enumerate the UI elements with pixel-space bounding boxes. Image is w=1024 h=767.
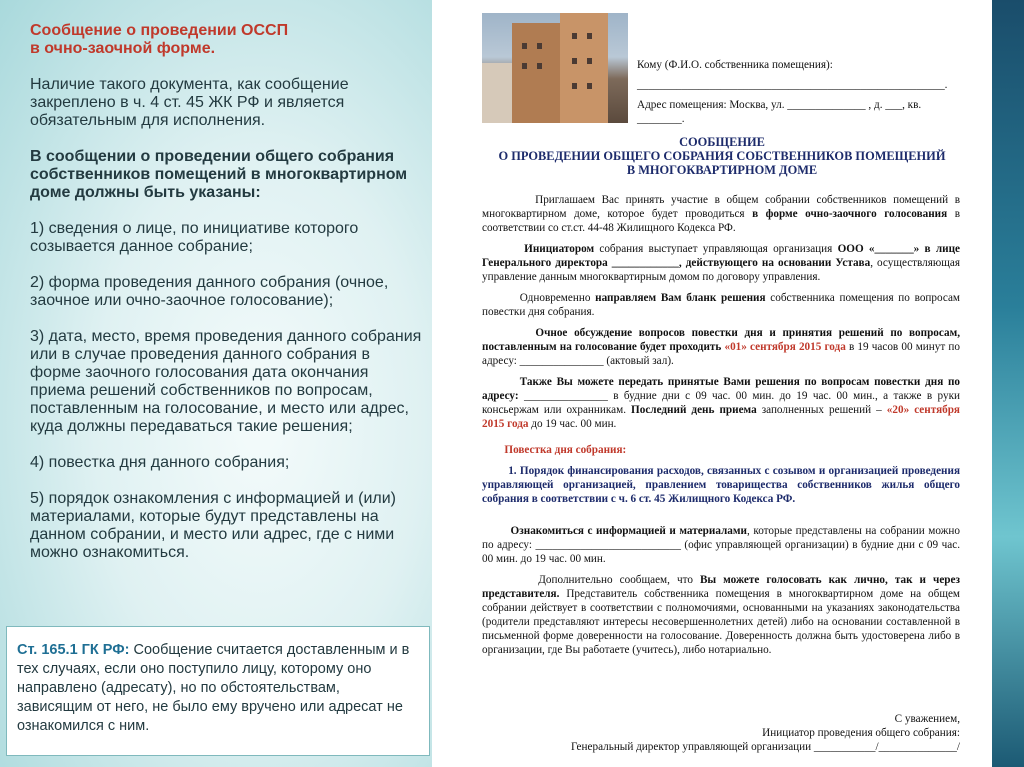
p2b: собрания выступает управляющая организация xyxy=(594,243,838,255)
p5e: «20» сентября 2015 года xyxy=(482,404,960,430)
sign-regards: С уважением, xyxy=(894,713,960,725)
p6b: , которые представлены на собрании можно по адресу: __________________________ (офис управляющей организации) в будние дни с 09 час. 00 мин. до 19 час. 00 мин. xyxy=(482,525,960,565)
left-title-line2: в очно-заочной форме. xyxy=(30,40,216,57)
p2d: , осуществляющая управление данным многоквартирным домом по договору управления. xyxy=(482,257,960,283)
p2a: Инициатором xyxy=(524,243,595,255)
building-tower-right xyxy=(560,13,608,123)
law-note-box xyxy=(6,626,430,756)
signature-block xyxy=(482,712,960,754)
title-line2: О ПРОВЕДЕНИИ ОБЩЕГО СОБРАНИЯ СОБСТВЕННИКОВ ПОМЕЩЕНИЙ xyxy=(498,149,946,163)
building-tower-left xyxy=(512,23,567,123)
window xyxy=(522,43,527,49)
document-body xyxy=(482,193,960,664)
agenda-item-text: 1. Порядок финансирования расходов, связанных с созывом и организацией проведения управляющей организацией, правлением товарищества собственников жилья общего собрания в соответствии с ч. 6 ст. 45 Жилищного Кодекса РФ. xyxy=(482,465,960,505)
p3c: собственника помещения по вопросам повестки дня собрания. xyxy=(482,292,961,318)
agenda-item-1 xyxy=(482,464,960,506)
left-bold-heading: В сообщении о проведении общего собрания собственников помещений в многоквартирном доме должны быть указаны: xyxy=(30,148,408,201)
window xyxy=(587,58,592,64)
law-reference: Ст. 165.1 ГК РФ: xyxy=(17,642,130,658)
window xyxy=(537,43,542,49)
p4b: «01» сентября 2015 года xyxy=(724,341,846,353)
left-text-block xyxy=(30,22,425,580)
p5f: до 19 час. 00 мин. xyxy=(528,418,617,430)
paragraph-submit xyxy=(482,375,960,431)
agenda-heading xyxy=(482,443,960,457)
left-item-5: 5) порядок ознакомления с информацией и (или) материалами, которые будут представлены на данном собрании, и место или адрес, где с ними можно ознакомиться. xyxy=(30,490,396,561)
p4a: Очное обсуждение вопросов повестки дня и принятия решений по вопросам, поставленным на голосование будет проходить xyxy=(482,327,960,353)
left-item-1: 1) сведения о лице, по инициативе которого созывается данное собрание; xyxy=(30,220,359,255)
decorative-strip xyxy=(992,0,1024,767)
p7b: Вы можете голосовать как лично, так и через представителя. xyxy=(482,574,960,600)
p5c: Последний день приема xyxy=(631,404,757,416)
sign-director: Генеральный директор управляющей организации ___________/______________/ xyxy=(570,741,960,753)
recipient-block xyxy=(637,58,948,132)
paragraph-proxy xyxy=(482,573,960,657)
left-item-3: 3) дата, место, время проведения данного собрания или в случае проведения данного собрания в форме заочного голосования дата окончания приема решений собственников по вопросам, поставленным на голосование, и место или адрес, куда должны передаваться такие решения; xyxy=(30,328,422,435)
window xyxy=(572,33,577,39)
left-item-2: 2) форма проведения данного собрания (очное, заочное или очно-заочное голосование); xyxy=(30,274,389,309)
title-line3: В МНОГОКВАРТИРНОМ ДОМЕ xyxy=(626,163,818,177)
window xyxy=(572,83,577,89)
p6a: Ознакомиться с информацией и материалами xyxy=(510,525,747,537)
p1c: в соответствии со ст.ст. 44-48 Жилищного Кодекса РФ. xyxy=(482,208,960,234)
recipient-line: Кому (Ф.И.О. собственника помещения): xyxy=(637,59,833,71)
law-note-text: Сообщение считается доставленным и в тех случаях, если оно поступило лицу, которому оно направлено (адресату), но по обстоятельствам, зависящим от него, не было ему вручено или адресат не ознакомился с ним. xyxy=(17,642,410,734)
window xyxy=(522,63,527,69)
left-intro: Наличие такого документа, как сообщение закреплено в ч. 4 ст. 45 ЖК РФ и является обязательным для исполнения. xyxy=(30,76,349,129)
agenda-heading-text: Повестка дня собрания: xyxy=(504,444,627,456)
p3a: Одновременно xyxy=(519,292,596,304)
paragraph-materials xyxy=(482,524,960,566)
p5b: _______________ в будние дни с 09 час. 00 мин. до 19 час. 00 мин., а также в руки консьержам или охранникам. xyxy=(482,390,960,416)
p3b: направляем Вам бланк решения xyxy=(595,292,766,304)
window xyxy=(587,83,592,89)
left-item-4: 4) повестка дня данного собрания; xyxy=(30,454,290,471)
paragraph-initiator xyxy=(482,242,960,284)
building-photo xyxy=(482,13,628,123)
p7c: Представитель собственника помещения в многоквартирном доме на общем собрании действует в соответствии с полномочиями, основанными на указаниях законодательства (родители представляют интересы несовершеннолетних детей) либо на основании составленной в письменной форме доверенности на голосование. Доверенность должна быть удостоверена либо в организации, где Вы работаете (учитесь), либо нотариально. xyxy=(482,588,960,656)
sign-initiator: Инициатор проведения общего собрания: xyxy=(762,727,960,739)
p1a: Приглашаем Вас принять участие в общем собрании собственников помещений в многоквартирном доме, которое будет проводиться xyxy=(482,194,961,220)
p5a: Также Вы можете передать принятые Вами решения по вопросам повестки дня по адресу: xyxy=(482,376,960,402)
recipient-blank: _______________________________________________________. xyxy=(637,79,948,91)
paragraph-meeting xyxy=(482,326,960,368)
document-title xyxy=(482,135,962,177)
title-line1: СООБЩЕНИЕ xyxy=(679,135,765,149)
address-line: Адрес помещения: Москва, ул. ______________ , д. ___, кв. ________. xyxy=(637,99,922,125)
p1b: в форме очно-заочного голосования xyxy=(752,208,948,220)
paragraph-invitation xyxy=(482,193,960,235)
left-title-line1: Сообщение о проведении ОССП xyxy=(30,22,289,39)
window xyxy=(587,33,592,39)
left-title xyxy=(30,22,425,58)
window xyxy=(572,58,577,64)
p4c: в 19 часов 00 минут по адресу: _______________ (актовый зал). xyxy=(482,341,960,367)
p5d: заполненных решений – xyxy=(756,404,887,416)
p7a: Дополнительно сообщаем, что xyxy=(538,574,700,586)
paragraph-ballot xyxy=(482,291,960,319)
p2c: ООО «_______» в лице Генерального директора ____________, действующего на основании Устава xyxy=(482,243,960,269)
window xyxy=(537,63,542,69)
